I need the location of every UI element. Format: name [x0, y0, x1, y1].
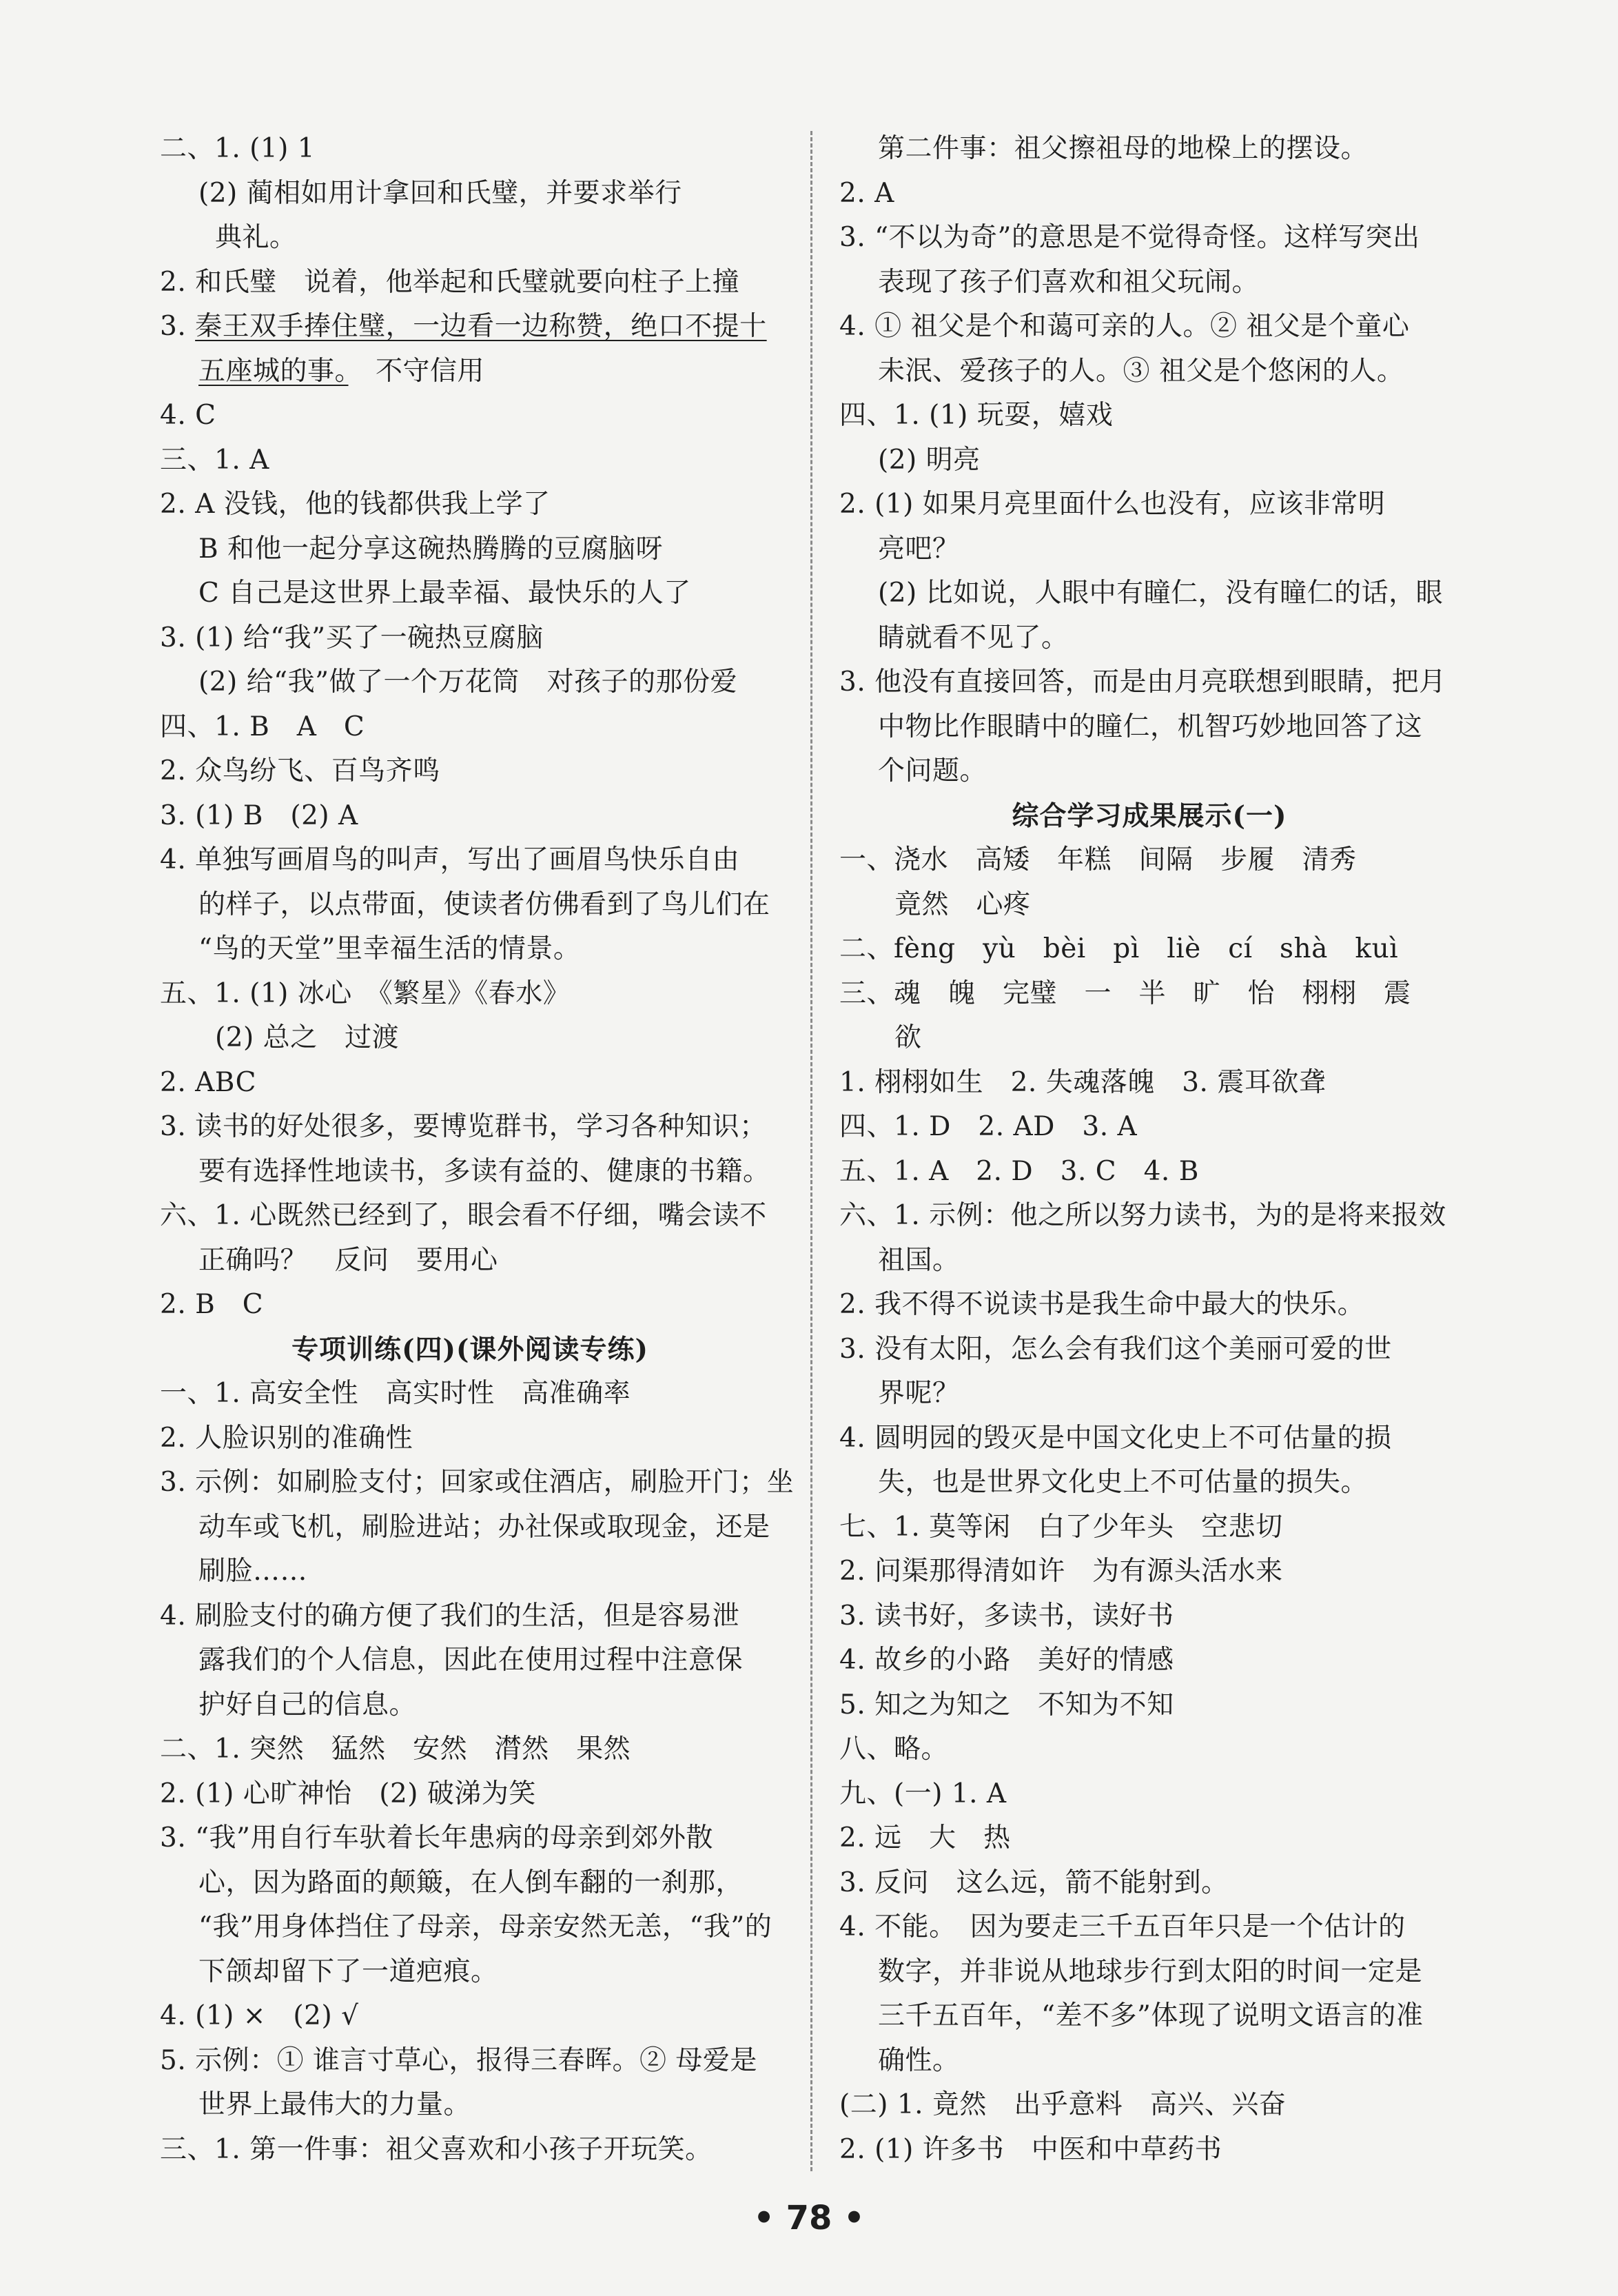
answer-line: 四、1. (1) 玩耍，嬉戏 [839, 400, 1114, 431]
answer-line: 睛就看不见了。 [878, 622, 1069, 653]
underlined-quote: 秦王双手捧住璧，一边看一边称赞，绝口不提十 [195, 311, 767, 342]
answer-line: 2. A [839, 177, 894, 209]
answer-line: 2. 人脸识别的准确性 [160, 1422, 413, 1454]
answer-line: 三、1. A [160, 444, 269, 476]
answer-line: 一、浇水 高矮 年糕 间隔 步履 清秀 [839, 844, 1357, 875]
answer-line: 4. (1) × (2) √ [160, 2000, 359, 2031]
column-divider [810, 131, 812, 2171]
answer-line: 未泯、爱孩子的人。③ 祖父是个悠闲的人。 [878, 355, 1404, 387]
answer-line: 六、1. 示例：他之所以努力读书，为的是将来报效 [839, 1200, 1446, 1231]
answer-line: 数字，并非说从地球步行到太阳的时间一定是 [878, 1955, 1423, 1987]
answer-line: 七、1. 莫等闲 白了少年头 空悲切 [839, 1511, 1283, 1543]
answer-line: 五、1. A 2. D 3. C 4. B [839, 1155, 1199, 1187]
answer-line: 2. (1) 如果月亮里面什么也没有，应该非常明 [839, 489, 1386, 520]
answer-line: 竟然 心疼 [894, 888, 1031, 920]
answer-line: 2. 远 大 热 [839, 1822, 1011, 1853]
answer-line: 要有选择性地读书，多读有益的、健康的书籍。 [198, 1155, 770, 1187]
answer-line: 3. 读书的好处很多，要博览群书，学习各种知识； [160, 1111, 767, 1142]
answer-line: 二、1. 突然 猛然 安然 潸然 果然 [160, 1734, 631, 1765]
answer-line: 5. 知之为知之 不知为不知 [839, 1689, 1174, 1720]
answer-line: 三、魂 魄 完璧 一 半 旷 怡 栩栩 震 [839, 977, 1411, 1009]
answer-line: 4. 单独写画眉鸟的叫声，写出了画眉鸟快乐自由 [160, 844, 740, 875]
answer-line: 典礼。 [215, 222, 297, 253]
left-column [160, 127, 795, 2172]
answer-line: “鸟的天堂”里幸福生活的情景。 [198, 933, 581, 964]
answer-line: 3. 示例：如刷脸支付；回家或住酒店，刷脸开门；坐 [160, 1467, 795, 1498]
answer-line: 4. 不能。 因为要走三千五百年只是一个估计的 [839, 1911, 1406, 1942]
answer-line: 二、fèng yù bèi pì liè cí shà kuì [839, 933, 1399, 964]
answer-line: 4. 圆明园的毁灭是中国文化史上不可估量的损 [839, 1422, 1392, 1454]
answer-line: 九、(一) 1. A [839, 1778, 1007, 1809]
answer-line: 3. “不以为奇”的意思是不觉得奇怪。这样写突出 [839, 222, 1420, 253]
answer-line: 3. (1) 给“我”买了一碗热豆腐脑 [160, 622, 544, 653]
answer-line: 第二件事：祖父擦祖母的地桗上的摆设。 [878, 133, 1369, 164]
answer-line: 2. A 没钱，他的钱都供我上学了 [160, 489, 551, 520]
answer-line: (二) 1. 竟然 出乎意料 高兴、兴奋 [839, 2089, 1287, 2120]
answer-line: 3. 他没有直接回答，而是由月亮联想到眼睛，把月 [839, 667, 1446, 698]
answer-line: 表现了孩子们喜欢和祖父玩闹。 [878, 266, 1260, 298]
answer-line: 1. 栩栩如生 2. 失魂落魄 3. 震耳欲聋 [839, 1066, 1327, 1098]
answer-line: B 和他一起分享这碗热腾腾的豆腐脑呀 [198, 533, 664, 565]
answer-line: 露我们的个人信息，因此在使用过程中注意保 [198, 1645, 744, 1676]
answer-line: (2) 比如说，人眼中有瞳仁，没有瞳仁的话，眼 [878, 578, 1444, 609]
answer-line: 正确吗？ 反问 要用心 [198, 1244, 498, 1276]
answer-line: 4. 刷脸支付的确方便了我们的生活，但是容易泄 [160, 1600, 740, 1632]
answer-line: 护好自己的信息。 [198, 1689, 417, 1720]
answer-line: (2) 总之 过渡 [215, 1022, 400, 1053]
answer-line: 2. 我不得不说读书是我生命中最大的快乐。 [839, 1289, 1365, 1320]
answer-line: 个问题。 [878, 755, 987, 786]
underlined-quote: 五座城的事。 [198, 355, 349, 387]
answer-line: 的样子，以点带面，使读者仿佛看到了鸟儿们在 [198, 888, 770, 920]
answer-line: 心，因为路面的颠簸，在人倒车翻的一刹那， [198, 1867, 744, 1898]
answer-line: 2. ABC [160, 1066, 256, 1098]
answer-line: 3. “我”用自行车驮着长年患病的母亲到郊外散 [160, 1822, 713, 1853]
answer-line: 三千五百年，“差不多”体现了说明文语言的准 [878, 2000, 1424, 2031]
answer-line: 3. (1) B (2) A [160, 800, 358, 831]
answer-line: 确性。 [878, 2044, 960, 2076]
answer-line: 3. 没有太阳，怎么会有我们这个美丽可爱的世 [839, 1333, 1392, 1365]
answer-line: 3. 反问 这么远，箭不能射到。 [839, 1867, 1229, 1898]
answer-line: 中物比作眼睛中的瞳仁，机智巧妙地回答了这 [878, 711, 1423, 742]
answer-line: 下颌却留下了一道疤痕。 [198, 1955, 498, 1987]
item-number: 3. [160, 311, 196, 342]
answer-line: C 自己是这世界上最幸福、最快乐的人了 [198, 578, 691, 609]
answer-line: 欲 [894, 1022, 922, 1053]
right-column [839, 127, 1460, 2172]
answer-line: 动车或飞机，刷脸进站；办社保或取现金，还是 [198, 1511, 770, 1543]
answer-line: 一、1. 高安全性 高实时性 高准确率 [160, 1378, 631, 1409]
page-number: • 78 • [753, 2199, 865, 2237]
answer-line: 二、1. (1) 1 [160, 133, 316, 164]
answer-line: 2. B C [160, 1289, 264, 1320]
answer-line: 祖国。 [878, 1244, 960, 1276]
answer-line: 界呢？ [878, 1378, 960, 1409]
answer-line: 4. 故乡的小路 美好的情感 [839, 1645, 1174, 1676]
answer-line: 六、1. 心既然已经到了，眼会看不仔细，嘴会读不 [160, 1200, 767, 1231]
answer-line: 失，也是世界文化史上不可估量的损失。 [878, 1467, 1369, 1498]
answer-line: 亮吧？ [878, 533, 960, 565]
answer-line: 三、1. 第一件事：祖父喜欢和小孩子开玩笑。 [160, 2133, 713, 2165]
answer-line: (2) 明亮 [878, 444, 981, 476]
answer-line: 2. 和氏璧 说着，他举起和氏璧就要向柱子上撞 [160, 266, 740, 298]
answer-line: 世界上最伟大的力量。 [198, 2089, 471, 2120]
answer-line: “我”用身体挡住了母亲，母亲安然无恙，“我”的 [198, 1911, 772, 1942]
section-heading: 综合学习成果展示(一) [1012, 800, 1287, 832]
section-heading: 专项训练(四)(课外阅读专练) [291, 1333, 648, 1365]
answer-line: 2. (1) 心旷神怡 (2) 破涕为笑 [160, 1778, 536, 1809]
answer-line: 八、略。 [839, 1734, 949, 1765]
answer-line: (2) 蔺相如用计拿回和氏璧，并要求举行 [198, 177, 682, 209]
answer-line: 四、1. D 2. AD 3. A [839, 1111, 1138, 1142]
answer-line: 2. (1) 许多书 中医和中草药书 [839, 2133, 1222, 2165]
answer-line-underlined [160, 349, 780, 394]
answer-line: 2. 众鸟纷飞、百鸟齐鸣 [160, 755, 440, 786]
answer-line: 刷脸…… [198, 1556, 308, 1587]
answer-line: (2) 给“我”做了一个万花筒 对孩子的那份爱 [198, 667, 738, 698]
answer-line: 四、1. B A C [160, 711, 365, 742]
answer-text: 不守信用 [348, 355, 485, 387]
answer-line: 4. ① 祖父是个和蔼可亲的人。② 祖父是个童心 [839, 311, 1410, 342]
answer-line: 4. C [160, 400, 216, 431]
answer-line-underlined [160, 305, 780, 349]
answer-line: 五、1. (1) 冰心 《繁星》《春水》 [160, 977, 571, 1009]
answer-line: 5. 示例：① 谁言寸草心，报得三春晖。② 母爱是 [160, 2044, 757, 2076]
answer-line: 3. 读书好，多读书，读好书 [839, 1600, 1174, 1632]
answer-line: 2. 问渠那得清如许 为有源头活水来 [839, 1556, 1283, 1587]
